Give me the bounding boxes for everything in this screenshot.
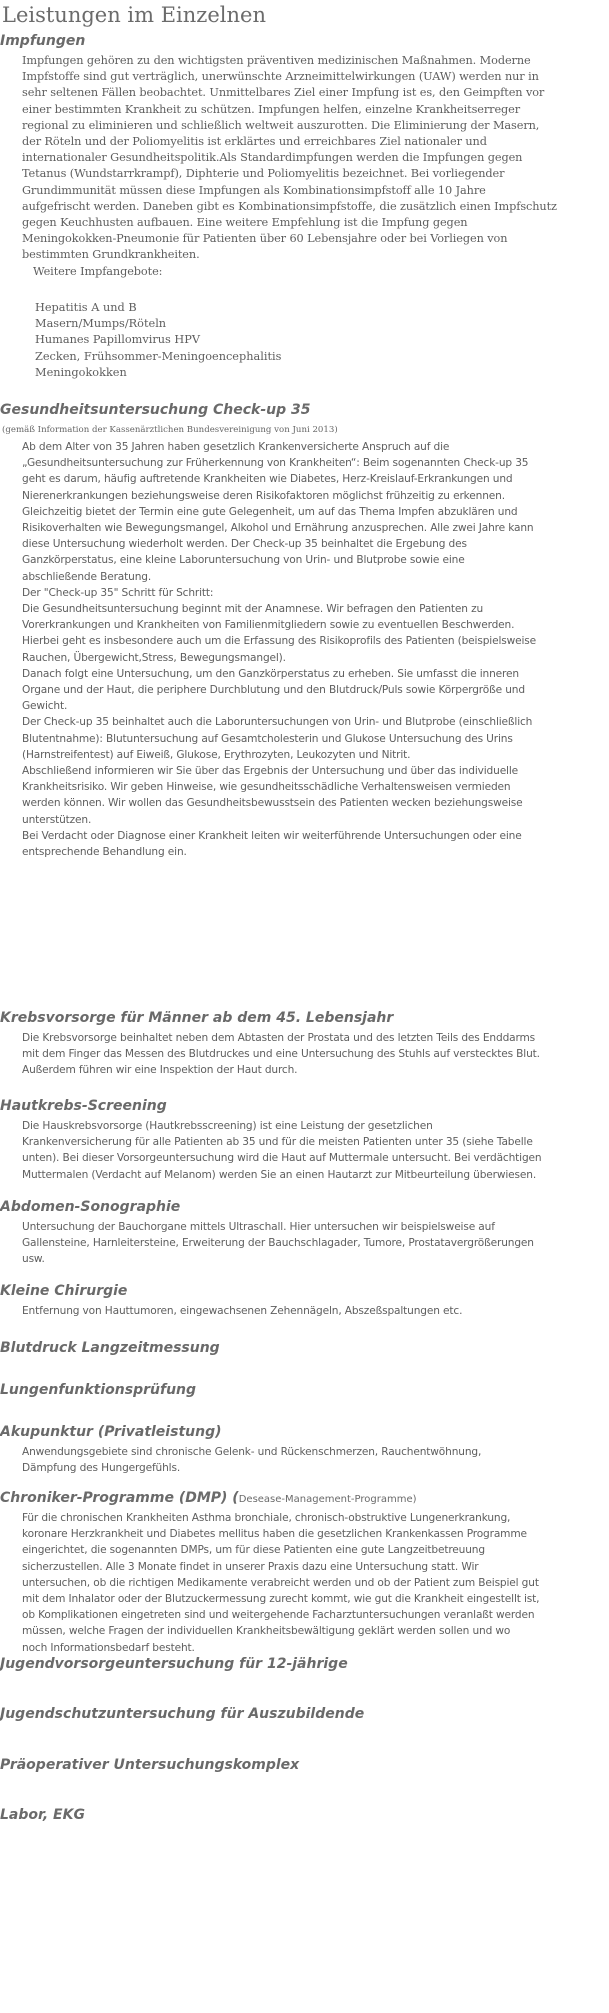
text-line: Anwendungsgebiete sind chronische Gelenk- und Rückenschmerzen, Rauchentwöhnung, <box>22 1446 482 1458</box>
text-line: Ganzkörperstatus, eine kleine Laboruntersuchung von Urin- und Blutprobe sowie eine <box>22 554 465 567</box>
text-line: Untersuchung der Bauchorgane mittels Ultraschall. Hier untersuchen wir beispielsweise auf <box>22 1221 495 1233</box>
text-line: mit dem Finger das Messen des Blutdruckes und eine Untersuchung des Stuhls auf verstecktes Blut. <box>22 1048 540 1061</box>
page-title: Leistungen im Einzelnen <box>2 3 266 27</box>
heading-krebsvorsorge: Krebsvorsorge für Männer ab dem 45. Lebensjahr <box>0 1010 394 1026</box>
text-line: sehr seltenen Fällen beobachtet. Unmittelbares Ziel einer Impfung ist es, den Geimpften vor <box>22 86 545 100</box>
heading-dmp <box>0 1490 417 1506</box>
text-line: usw. <box>22 1253 45 1266</box>
heading-chirurgie: Kleine Chirurgie <box>0 1283 128 1299</box>
text-line: Dämpfung des Hungergefühls. <box>22 1462 181 1475</box>
text-line: sicherzustellen. Alle 3 Monate findet in unserer Praxis dazu eine Untersuchung statt. Wir <box>22 1560 479 1573</box>
text-line: Entfernung von Hauttumoren, eingewachsenen Zehennägeln, Abszeßspaltungen etc. <box>22 1305 463 1317</box>
text-line: Grundimmunität müssen diese Impfungen als Kombinationsimpfstoff alle 10 Jahre <box>22 183 486 197</box>
text-line: diese Untersuchung wiederholt werden. Der Check-up 35 beinhaltet die Ergebung des <box>22 538 467 551</box>
dmp-heading-main: Chroniker-Programme (DMP) ( <box>0 1490 239 1506</box>
text-line: Muttermalen (Verdacht auf Melanom) werden Sie an einen Hautarzt zur Mitbeurteilung überwiesen. <box>22 1168 537 1181</box>
text-line: Krankenversicherung für alle Patienten ab 35 und für die meisten Patienten unter 35 (siehe Tabelle <box>22 1136 533 1149</box>
impfung-item: Meningokokken <box>35 365 127 379</box>
text-line: Risikoverhalten wie Bewegungsmangel, Alkohol und Ernährung anzusprechen. Alle zwei Jahre kann <box>22 522 534 535</box>
text-line: Tetanus (Wundstarrkrampf), Diphterie und Poliomyelitis bezeichnet. Bei vorliegender <box>22 167 505 181</box>
text-line: unterstützen. <box>22 813 92 826</box>
impfung-item: Masern/Mumps/Röteln <box>35 317 167 331</box>
text-line: Die Gesundheitsuntersuchung beginnt mit der Anamnese. Wir befragen den Patienten zu <box>22 603 484 616</box>
text-line: Der "Check-up 35" Schritt für Schritt: <box>22 586 214 599</box>
akupunktur-text <box>22 1444 607 1476</box>
text-line: abschließende Beratung. <box>22 570 152 583</box>
text-line: Die Krebsvorsorge beinhaltet neben dem Abtasten der Prostata und des letzten Teils des Enddarms <box>22 1032 536 1044</box>
text-line: Der Check-up 35 beinhaltet auch die Laboruntersuchungen von Urin- und Blutprobe (einschließlich <box>22 716 533 729</box>
hautkrebs-text <box>22 1118 607 1183</box>
text-line: (Harnstreifentest) auf Eiweiß, Glukose, Erythrozyten, Leukozyten und Nitrit. <box>22 748 411 761</box>
text-line: Nierenerkrankungen beziehungsweise deren Risikofaktoren möglichst frühzeitig zu erkennen. <box>22 489 505 502</box>
heading-labor: Labor, EKG <box>0 1807 85 1823</box>
text-line: werden können. Wir wollen das Gesundheitsbewusstsein des Patienten wecken beziehungsweise <box>22 797 523 810</box>
text-line: Blutentnahme): Blutuntersuchung auf Gesamtcholesterin und Glukose Untersuchung des Urins <box>22 732 513 745</box>
text-line: der Röteln und der Poliomyelitis ist erklärtes und erreichbares Ziel nationaler und <box>22 135 487 149</box>
checkup-text <box>22 439 607 860</box>
text-line: aufgefrischt werden. Daneben gibt es Kombinationsimpfstoffe, die zusätzlich einen Impfschutz <box>22 199 557 213</box>
impfung-item: Hepatitis A und B <box>35 301 137 314</box>
impfungen-list <box>35 300 281 381</box>
heading-jugendschutz: Jugendschutzuntersuchung für Auszubildende <box>0 1706 365 1722</box>
text-line: mit dem Inhalator oder der Blutzuckermessung zurecht kommt, wie gut die Krankheit eingestellt ist, <box>22 1593 540 1606</box>
text-line: eingerichtet, die sogenannten DMPs, um für diese Patienten eine gute Langzeitbetreuung <box>22 1544 485 1557</box>
dmp-heading-small: Desease-Management-Programme) <box>238 1494 417 1505</box>
text-line: unten). Bei dieser Vorsorgeuntersuchung wird die Haut auf Muttermale untersucht. Bei verdächtigen <box>22 1152 542 1165</box>
heading-lungenfunktion: Lungenfunktionsprüfung <box>0 1382 197 1398</box>
text-line: ob Komplikationen eingetreten sind und weitergehende Facharztuntersuchungen veranlaßt werden <box>22 1609 535 1622</box>
dmp-text <box>22 1510 607 1656</box>
heading-checkup: Gesundheitsuntersuchung Check-up 35 <box>0 402 311 418</box>
krebsvorsorge-text <box>22 1030 607 1079</box>
text-line: bestimmten Grundkrankheiten. <box>22 248 200 262</box>
text-line: Außerdem führen wir eine Inspektion der Haut durch. <box>22 1064 298 1077</box>
impfungen-text <box>22 53 607 264</box>
text-line: Gleichzeitig bietet der Termin eine gute Gelegenheit, um auf das Thema Impfen abzuklären und <box>22 505 518 518</box>
text-line: Rauchen, Übergewicht,Stress, Bewegungsmangel). <box>22 651 286 664</box>
text-line: Die Hauskrebsvorsorge (Hautkrebsscreening) ist eine Leistung der gesetzlichen <box>22 1120 433 1132</box>
impfungen-more-label: Weitere Impfangebote: <box>33 265 163 278</box>
text-line: Organe und der Haut, die periphere Durchblutung und den Blutdruck/Puls sowie Körpergröße und <box>22 684 525 697</box>
text-line: Abschließend informieren wir Sie über das Ergebnis der Untersuchung und über das individuelle <box>22 765 519 778</box>
heading-hautkrebs: Hautkrebs-Screening <box>0 1098 167 1114</box>
text-line: Bei Verdacht oder Diagnose einer Krankheit leiten wir weiterführende Untersuchungen oder eine <box>22 829 522 842</box>
abdomen-text <box>22 1219 607 1268</box>
text-line: Für die chronischen Krankheiten Asthma bronchiale, chronisch-obstruktive Lungenerkrankung, <box>22 1512 511 1524</box>
text-line: einer bestimmten Krankheit zu schützen. Impfungen helfen, einzelne Krankheitserreger <box>22 102 521 116</box>
text-line: Gewicht. <box>22 700 68 713</box>
heading-abdomen: Abdomen-Sonographie <box>0 1199 181 1215</box>
text-line: noch Informationsbedarf besteht. <box>22 1641 195 1654</box>
heading-praeoperativ: Präoperativer Untersuchungskomplex <box>0 1757 300 1773</box>
text-line: Vorerkrankungen und Krankheiten von Familienmitgliedern sowie zu eventuellen Beschwerden. <box>22 619 515 632</box>
text-line: regional zu eliminieren und schließlich weltweit auszurotten. Die Eliminierung der Masern, <box>22 118 540 132</box>
text-line: gegen Keuchhusten aufbauen. Eine weitere Empfehlung ist die Impfung gegen <box>22 216 468 230</box>
text-line: geht es darum, häufig auftretende Krankheiten wie Diabetes, Herz-Kreislauf-Erkrankungen und <box>22 473 513 486</box>
text-line: Impfstoffe sind gut verträglich, unerwünschte Arzneimittelwirkungen (UAW) werden nur in <box>22 70 539 84</box>
heading-impfungen: Impfungen <box>0 33 86 49</box>
impfung-item: Humanes Papillomvirus HPV <box>35 333 201 347</box>
text-line: koronare Herzkrankheit und Diabetes mellitus haben die gesetzlichen Krankenkassen Programme <box>22 1528 527 1541</box>
text-line: internationaler Gesundheitspolitik.Als Standardimpfungen werden die Impfungen gegen <box>22 151 523 165</box>
impfung-item: Zecken, Frühsommer-Meningoencephalitis <box>35 349 282 363</box>
text-line: Danach folgt eine Untersuchung, um den Ganzkörperstatus zu erheben. Sie umfasst die inneren <box>22 667 519 680</box>
text-line: müssen, welche Fragen der individuellen Krankheitsbewältigung geklärt werden sollen und wo <box>22 1625 511 1638</box>
text-line: Gallensteine, Harnleitersteine, Erweiterung der Bauchschlagader, Tumore, Prostatavergrößerungen <box>22 1237 534 1250</box>
text-line: untersuchen, ob die richtigen Medikamente verabreicht werden und ob der Patient zum Beispiel gut <box>22 1576 539 1589</box>
text-line: Krankheitsrisiko. Wir geben Hinweise, wie gesundheitsschädliche Verhaltensweisen vermieden <box>22 781 511 794</box>
text-line: Hierbei geht es insbesondere auch um die Erfassung des Risikoprofils des Patienten (beispielsweise <box>22 635 537 648</box>
text-line: Impfungen gehören zu den wichtigsten präventiven medizinischen Maßnahmen. Moderne <box>22 54 531 67</box>
text-line: Ab dem Alter von 35 Jahren haben gesetzlich Krankenversicherte Anspruch auf die <box>22 441 450 453</box>
heading-akupunktur: Akupunktur (Privatleistung) <box>0 1424 222 1440</box>
heading-blutdruck: Blutdruck Langzeitmessung <box>0 1340 220 1356</box>
chirurgie-text <box>22 1303 607 1319</box>
text-line: entsprechende Behandlung ein. <box>22 846 187 859</box>
text-line: Meningokokken-Pneumonie für Patienten über 60 Lebensjahre oder bei Vorliegen von <box>22 232 508 246</box>
checkup-note: (gemäß Information der Kassenärztlichen Bundesvereinigung von Juni 2013) <box>2 425 338 435</box>
text-line: „Gesundheitsuntersuchung zur Früherkennung von Krankheiten“: Beim sogenannten Check-up 35 <box>22 457 529 470</box>
heading-jugendvorsorge: Jugendvorsorgeuntersuchung für 12-jährige <box>0 1656 348 1672</box>
